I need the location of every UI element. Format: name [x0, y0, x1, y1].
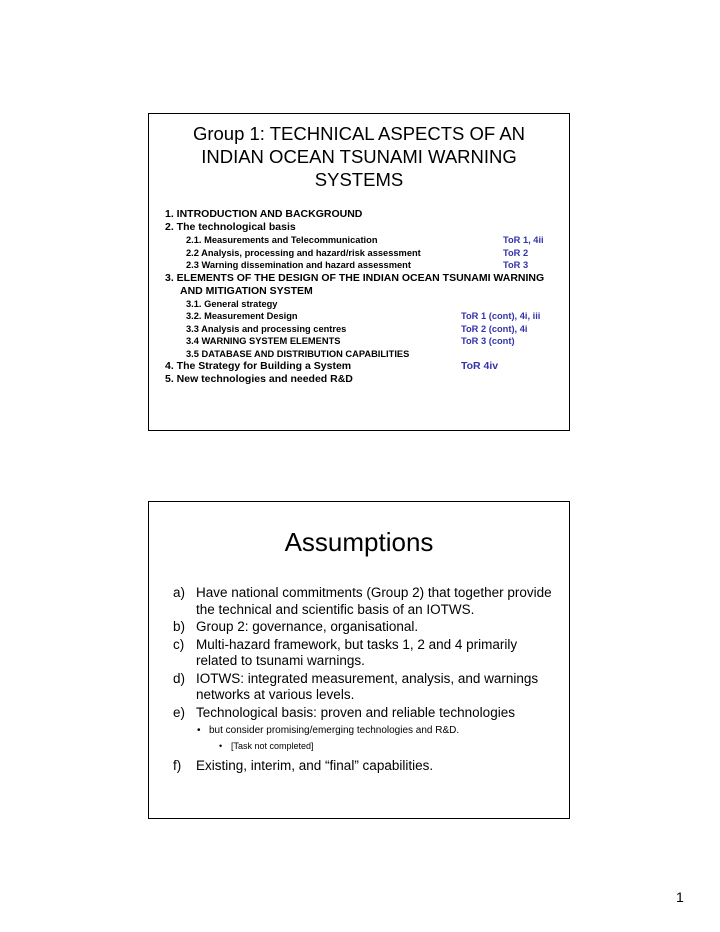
- sub-sub-bullet-text: [Task not completed]: [231, 741, 314, 751]
- bullet-icon: •: [197, 725, 201, 736]
- sub-bullet-text: but consider promising/emerging technologies and R&D.: [209, 725, 460, 736]
- list-marker: e): [173, 704, 186, 720]
- list-item: [173, 619, 557, 636]
- list-marker: a): [173, 585, 186, 600]
- list-marker: d): [173, 670, 186, 686]
- slide1-title-line: SYSTEMS: [314, 169, 404, 190]
- toc-item: [165, 234, 559, 247]
- list-item-text: IOTWS: integrated measurement, analysis, and warnings networks at various levels.: [196, 670, 539, 702]
- list-marker: b): [173, 619, 186, 634]
- list-item: [173, 705, 557, 722]
- toc-item: [165, 247, 559, 260]
- list-item-text: Multi-hazard framework, but tasks 1, 2 and 4 primarily related to tsunami warnings.: [196, 636, 518, 668]
- tor-reference: ToR 3 (cont): [461, 336, 515, 346]
- list-item-text: Technological basis: proven and reliable technologies: [196, 704, 515, 720]
- toc-text: 3.4 WARNING SYSTEM ELEMENTS: [186, 336, 341, 346]
- toc-item: [165, 335, 559, 348]
- toc-item: [165, 298, 559, 311]
- toc-item: [165, 323, 559, 336]
- bullet-icon: •: [219, 741, 223, 751]
- list-item-text: Existing, interim, and “final” capabilities.: [196, 758, 434, 773]
- toc-text: 3.2. Measurement Design: [186, 311, 298, 321]
- tor-reference: ToR 3: [503, 260, 529, 270]
- page-number: 1: [676, 889, 684, 905]
- toc-item: [165, 310, 559, 323]
- slide2-title: Assumptions: [284, 527, 434, 557]
- slide1-title: [149, 122, 569, 191]
- list-item: [173, 585, 557, 618]
- list-item: [173, 758, 557, 775]
- slide-technical-aspects: [148, 113, 570, 431]
- slide1-title-line: Group 1: TECHNICAL ASPECTS OF AN: [192, 123, 526, 144]
- sub-bullet: [173, 724, 557, 737]
- toc-text: 2.2 Analysis, processing and hazard/risk assessment: [186, 247, 421, 258]
- table-of-contents: [165, 208, 559, 386]
- list-marker: c): [173, 636, 185, 652]
- toc-item: [165, 208, 559, 221]
- assumptions-list: [173, 585, 557, 776]
- slide1-title-line: INDIAN OCEAN TSUNAMI WARNING: [201, 146, 517, 167]
- list-item-text: Group 2: governance, organisational.: [196, 619, 419, 634]
- toc-text: 2.1. Measurements and Telecommunication: [186, 235, 378, 245]
- tor-reference: ToR 4iv: [461, 360, 499, 372]
- toc-item: [165, 373, 559, 386]
- tor-reference: ToR 2: [503, 247, 529, 258]
- list-item: [173, 671, 557, 704]
- list-item-text: Have national commitments (Group 2) that together provide the technical and scientific basis of an IOTWS.: [196, 585, 552, 617]
- toc-text: 3.1. General strategy: [186, 298, 278, 309]
- list-marker: f): [173, 758, 182, 773]
- tor-reference: ToR 1, 4ii: [503, 235, 544, 245]
- toc-item: [165, 272, 560, 298]
- toc-text: 5. New technologies and needed R&D: [165, 373, 353, 385]
- sub-sub-bullet: [173, 740, 557, 752]
- toc-text: 2.3 Warning dissemination and hazard assessment: [186, 260, 411, 270]
- toc-item: [165, 360, 559, 373]
- toc-text: 2. The technological basis: [165, 221, 296, 233]
- toc-text: 3.3 Analysis and processing centres: [186, 323, 347, 334]
- list-item: [173, 637, 557, 670]
- tor-reference: ToR 2 (cont), 4i: [461, 323, 528, 334]
- slide-assumptions: [148, 501, 570, 819]
- toc-text: 1. INTRODUCTION AND BACKGROUND: [165, 208, 363, 220]
- toc-item: [165, 221, 559, 234]
- toc-text: 3.5 DATABASE AND DISTRIBUTION CAPABILITIES: [186, 348, 410, 359]
- toc-item: [165, 348, 559, 361]
- tor-reference: ToR 1 (cont), 4i, iii: [461, 311, 541, 321]
- toc-item: [165, 259, 559, 272]
- toc-text: 4. The Strategy for Building a System: [165, 360, 352, 372]
- toc-text: 3. ELEMENTS OF THE DESIGN OF THE INDIAN OCEAN TSUNAMI WARNING AND MITIGATION SYSTEM: [165, 271, 545, 297]
